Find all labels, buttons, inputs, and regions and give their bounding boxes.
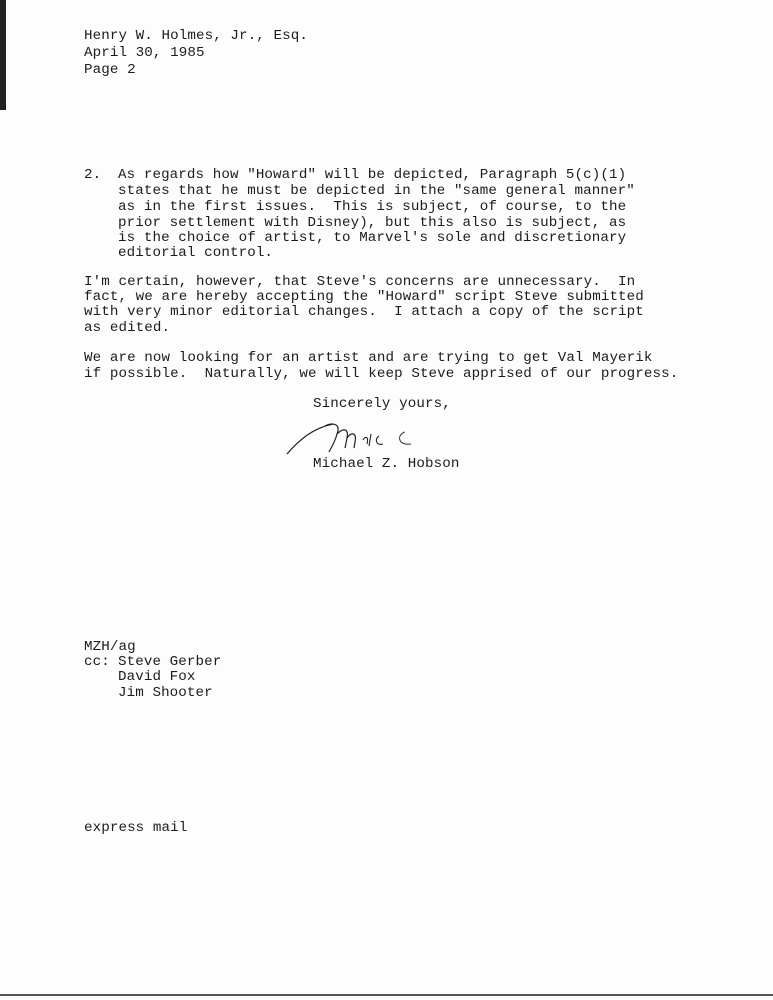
typist-initials: MZH/ag <box>84 639 136 655</box>
item-number: 2. <box>84 167 102 183</box>
cc-label: cc: <box>84 654 110 670</box>
cc-recipient: Steve Gerber <box>118 654 222 670</box>
para3-line-1: We are now looking for an artist and are trying to get Val Mayerik <box>84 350 653 366</box>
recipient-line: Henry W. Holmes, Jr., Esq. <box>84 28 308 44</box>
item2-line-1: As regards how "Howard" will be depicted, Paragraph 5(c)(1) <box>118 167 627 183</box>
cc-recipient: David Fox <box>118 669 196 685</box>
date-line: April 30, 1985 <box>84 45 205 61</box>
item2-line-2: states that he must be depicted in the "same general manner" <box>118 183 635 199</box>
cc-recipient: Jim Shooter <box>118 685 213 701</box>
delivery-method: express mail <box>84 820 188 836</box>
para2-line-4: as edited. <box>84 320 171 336</box>
para2-line-3: with very minor editorial changes. I attach a copy of the script <box>84 304 644 320</box>
item2-line-4: prior settlement with Disney), but this also is subject, as <box>118 215 627 231</box>
scan-edge-left <box>0 0 6 110</box>
handwritten-signature <box>285 414 425 460</box>
scan-edge-bottom <box>0 994 773 996</box>
signer-name: Michael Z. Hobson <box>313 456 460 472</box>
page-number: Page 2 <box>84 62 136 78</box>
item2-line-5: is the choice of artist, to Marvel's sole and discretionary <box>118 230 627 246</box>
para3-line-2: if possible. Naturally, we will keep Steve apprised of our progress. <box>84 366 679 382</box>
para2-line-1: I'm certain, however, that Steve's concerns are unnecessary. In <box>84 274 636 290</box>
item2-line-3: as in the first issues. This is subject, of course, to the <box>118 199 627 215</box>
para2-line-2: fact, we are hereby accepting the "Howard" script Steve submitted <box>84 289 644 305</box>
item2-line-6: editorial control. <box>118 245 274 261</box>
closing-salutation: Sincerely yours, <box>313 396 451 412</box>
